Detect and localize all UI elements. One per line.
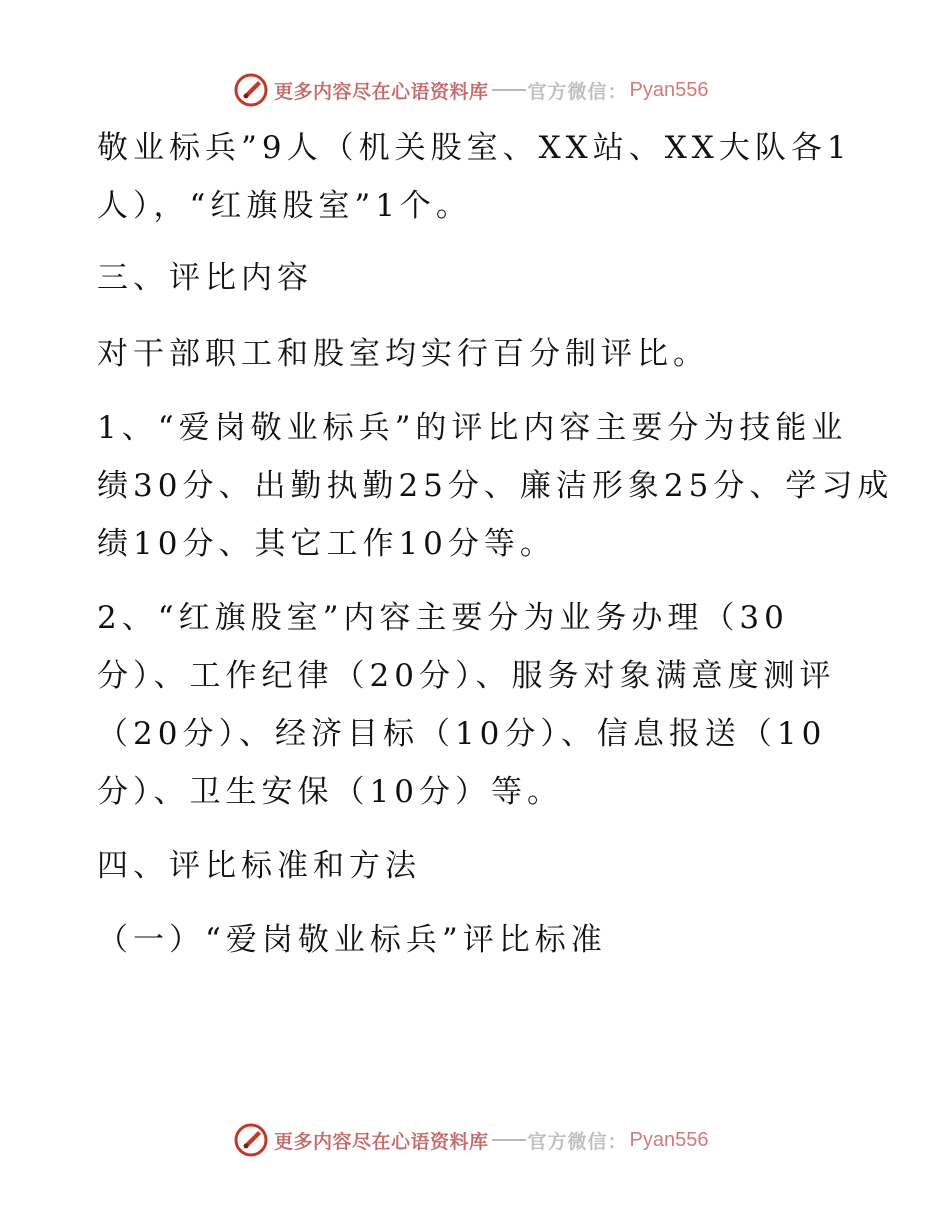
watermark-wechat-label: 官方微信： (527, 1130, 628, 1153)
text-line: 2、“红旗股室”内容主要分为业务办理（30 (97, 600, 789, 636)
brand-logo-icon (234, 1123, 268, 1157)
header-watermark (234, 71, 709, 109)
text-line: （20分）、经济目标（10分）、信息报送（10 (97, 716, 827, 752)
text-line: 敬业标兵”9人（机关股室、XX站、XX大队各1 (97, 130, 852, 166)
brand-logo-icon (234, 73, 268, 107)
watermark-brand-text: 更多内容尽在心语资料库 (274, 80, 489, 103)
watermark-brand-text: 更多内容尽在心语资料库 (274, 1130, 489, 1153)
text-line: 分）、工作纪律（20分）、服务对象满意度测评 (97, 658, 836, 694)
text-line: 分）、卫生安保（10分）等。 (97, 774, 563, 810)
footer-watermark (234, 1121, 709, 1159)
watermark-wechat-id: Pyan556 (629, 78, 709, 101)
watermark-separator (492, 89, 526, 91)
section-heading: 四、评比标准和方法 (97, 848, 421, 884)
section-heading: 三、评比内容 (97, 260, 313, 296)
text-line: 对干部职工和股室均实行百分制评比。 (97, 336, 709, 372)
watermark-separator (492, 1139, 526, 1141)
text-line: 人），“红旗股室”1个。 (97, 188, 472, 224)
subsection-heading: （一）“爱岗敬业标兵”评比标准 (97, 922, 607, 958)
text-line: 绩30分、出勤执勤25分、廉洁形象25分、学习成 (97, 468, 894, 504)
watermark-wechat-id: Pyan556 (629, 1128, 709, 1151)
text-line: 1、“爱岗敬业标兵”的评比内容主要分为技能业 (97, 410, 848, 446)
text-line: 绩10分、其它工作10分等。 (97, 526, 556, 562)
watermark-wechat-label: 官方微信： (527, 80, 628, 103)
